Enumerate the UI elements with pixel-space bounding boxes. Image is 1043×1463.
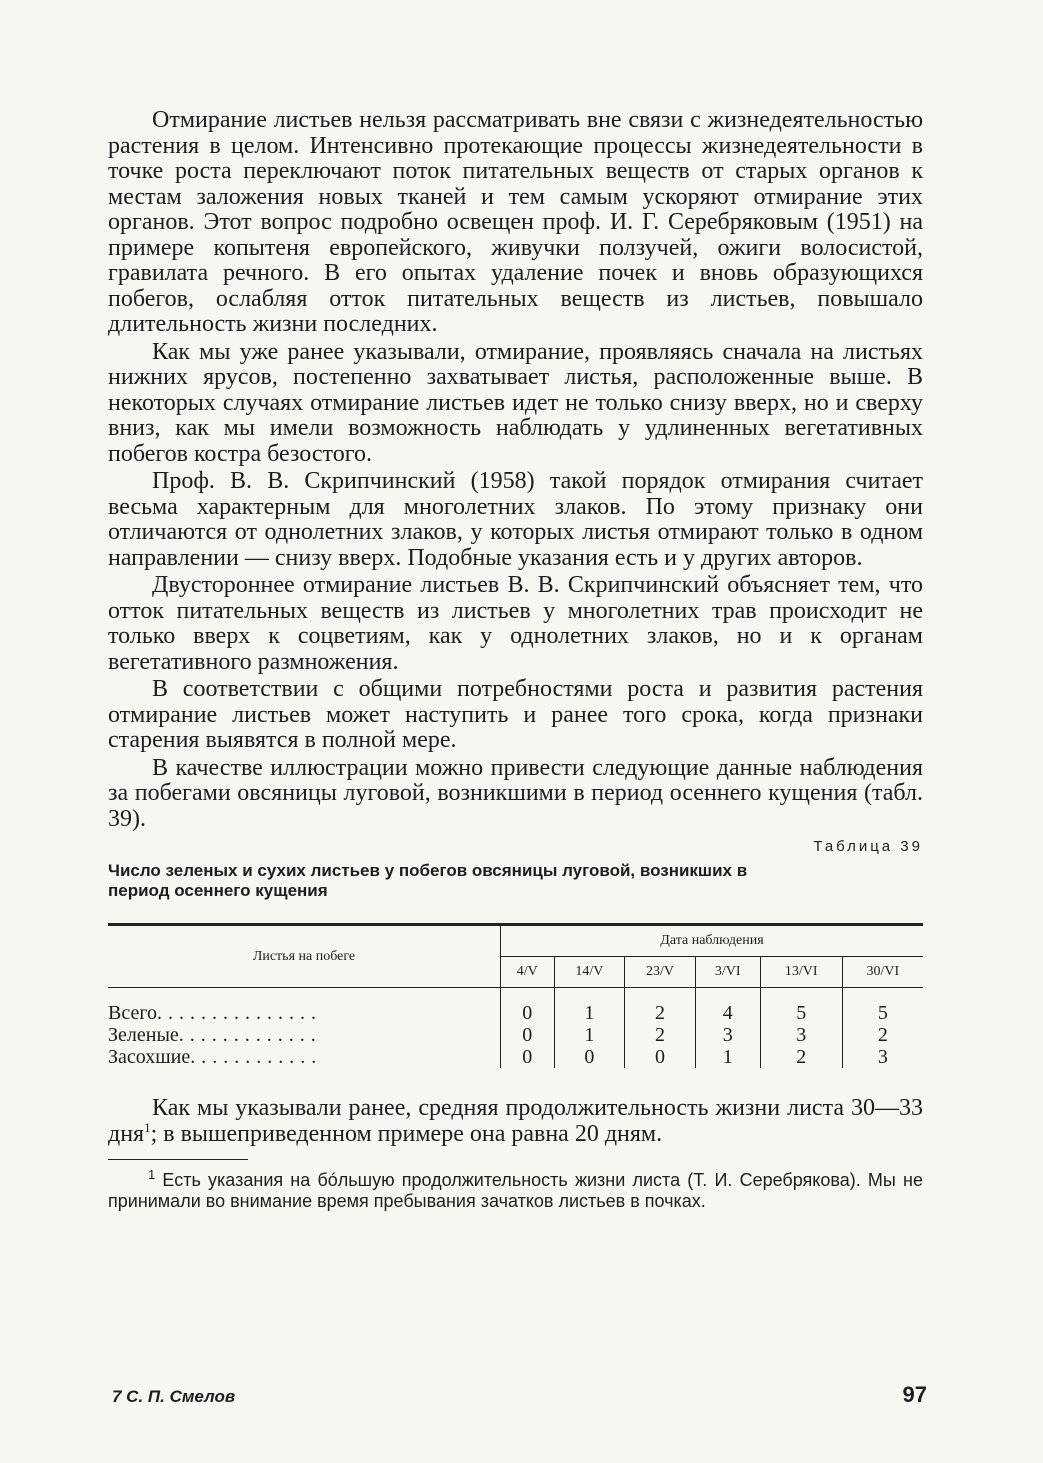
table-row — [108, 1046, 923, 1068]
table-label: Таблица 39 — [813, 838, 923, 855]
data-table — [108, 923, 923, 1068]
table-cell: 5 — [842, 988, 923, 1025]
after-text-start: Как мы указывали ранее, средняя продолжительность жизни листа 30—33 дня — [108, 1095, 923, 1147]
group-header: Дата наблюдения — [501, 925, 924, 957]
footnote — [108, 1167, 923, 1212]
table-cell: 2 — [842, 1024, 923, 1046]
table-cell: 1 — [554, 1024, 625, 1046]
leader-dots: ............... — [157, 1002, 323, 1024]
footnote-ref: 1 — [144, 1119, 151, 1135]
footnote-text: Есть указания на бóльшую продолжительность жизни листа (Т. И. Серебрякова). Мы не принимали во внимание время пребывания зачатков листьев в почках. — [108, 1170, 923, 1211]
table-cell: 0 — [554, 1046, 625, 1068]
paragraph-after-table — [108, 1096, 923, 1147]
row-label-text: Зеленые — [108, 1024, 179, 1046]
date-header: 13/VI — [760, 957, 842, 988]
page-number: 97 — [902, 1382, 927, 1407]
page-footer — [112, 1382, 927, 1408]
footnote-rule — [108, 1159, 248, 1160]
table-cell: 0 — [522, 1024, 533, 1046]
paragraph-1: Отмирание листьев нельзя рассматривать вне связи с жизнедеятельностью растения в целом. Интенсивно протекающие процессы жизнедеятельности в точке роста переключают поток питательных веществ от старых органов к местам заложения новых тканей и тем самым ускоряют отмирание этих органов. Этот вопрос подробно освещен проф. И. Г. Серебряковым (1951) на примере копытеня европейского, живучки ползучей, ожиги волосистой, гравилата речного. В его опытах удаление почек и вновь образующихся побегов, ослабляя отток питательных веществ из листьев, повышало длительность жизни последних. — [108, 107, 923, 337]
table-cell: 0 — [522, 1046, 533, 1068]
table-cell: 2 — [760, 1046, 842, 1068]
table-cell: 3 — [695, 1024, 760, 1046]
table-row — [108, 1024, 923, 1046]
row-label — [108, 1024, 501, 1046]
paragraph-4: Двустороннее отмирание листьев В. В. Скрипчинский объясняет тем, что отток питательных веществ из листьев у многолетних трав происходит не только вверх к соцветиям, как у однолетних злаков, но и к органам вегетативного размножения. — [108, 572, 923, 675]
paragraph-5: В соответствии с общими потребностями роста и развития растения отмирание листьев может наступить и ранее того срока, когда признаки старения выявятся в полной мере. — [108, 676, 923, 753]
table-cell: 0 — [522, 1002, 533, 1024]
paragraph-3: Проф. В. В. Скрипчинский (1958) такой порядок отмирания считает весьма характерным для многолетних злаков. По этому признаку они отличаются от однолетних злаков, у которых листья отмирают только в одном направлении — снизу вверх. Подобные указания есть и у других авторов. — [108, 468, 923, 571]
table-cell: 3 — [760, 1024, 842, 1046]
table-cell: 5 — [760, 988, 842, 1025]
after-text-end: ; в вышеприведенном примере она равна 20 дням. — [150, 1120, 663, 1147]
date-header: 14/V — [554, 957, 625, 988]
row-label-text: Засохшие — [108, 1046, 191, 1068]
date-header: 23/V — [625, 957, 696, 988]
table-caption: Число зеленых и сухих листьев у побегов овсяницы луговой, возникших в период осеннего кущения — [108, 861, 748, 900]
paragraph-2: Как мы уже ранее указывали, отмирание, проявляясь сначала на листьях нижних ярусов, постепенно захватывает листья, расположенные выше. В некоторых случаях отмирание листьев идет не только снизу вверх, но и сверху вниз, как мы имели возможность наблюдать у удлиненных вегетативных побегов костра безостого. — [108, 338, 923, 467]
row-header: Листья на побеге — [108, 925, 501, 988]
table-cell: 2 — [625, 988, 696, 1025]
printer-signature: 7 С. П. Смелов — [112, 1387, 236, 1406]
page-body — [108, 108, 923, 1212]
row-label — [108, 988, 501, 1025]
table-cell: 1 — [695, 1046, 760, 1068]
date-header: 4/V — [501, 957, 555, 988]
paragraph-6: В качестве иллюстрации можно привести следующие данные наблюдения за побегами овсяницы луговой, возникшими в период осеннего кущения (табл. 39). — [108, 754, 923, 832]
table-cell: 1 — [554, 988, 625, 1025]
date-header: 3/VI — [695, 957, 760, 988]
footnote-mark: 1 — [148, 1167, 156, 1182]
row-label — [108, 1046, 501, 1068]
date-header: 30/VI — [842, 957, 923, 988]
table-cell: 2 — [625, 1024, 696, 1046]
leader-dots: ............ — [190, 1046, 323, 1068]
table-row — [108, 988, 923, 1025]
table-cell: 0 — [625, 1046, 696, 1068]
row-label-text: Всего — [108, 1002, 158, 1024]
leader-dots: ............. — [178, 1024, 322, 1046]
table-cell: 4 — [695, 988, 760, 1025]
table-cell: 3 — [842, 1046, 923, 1068]
